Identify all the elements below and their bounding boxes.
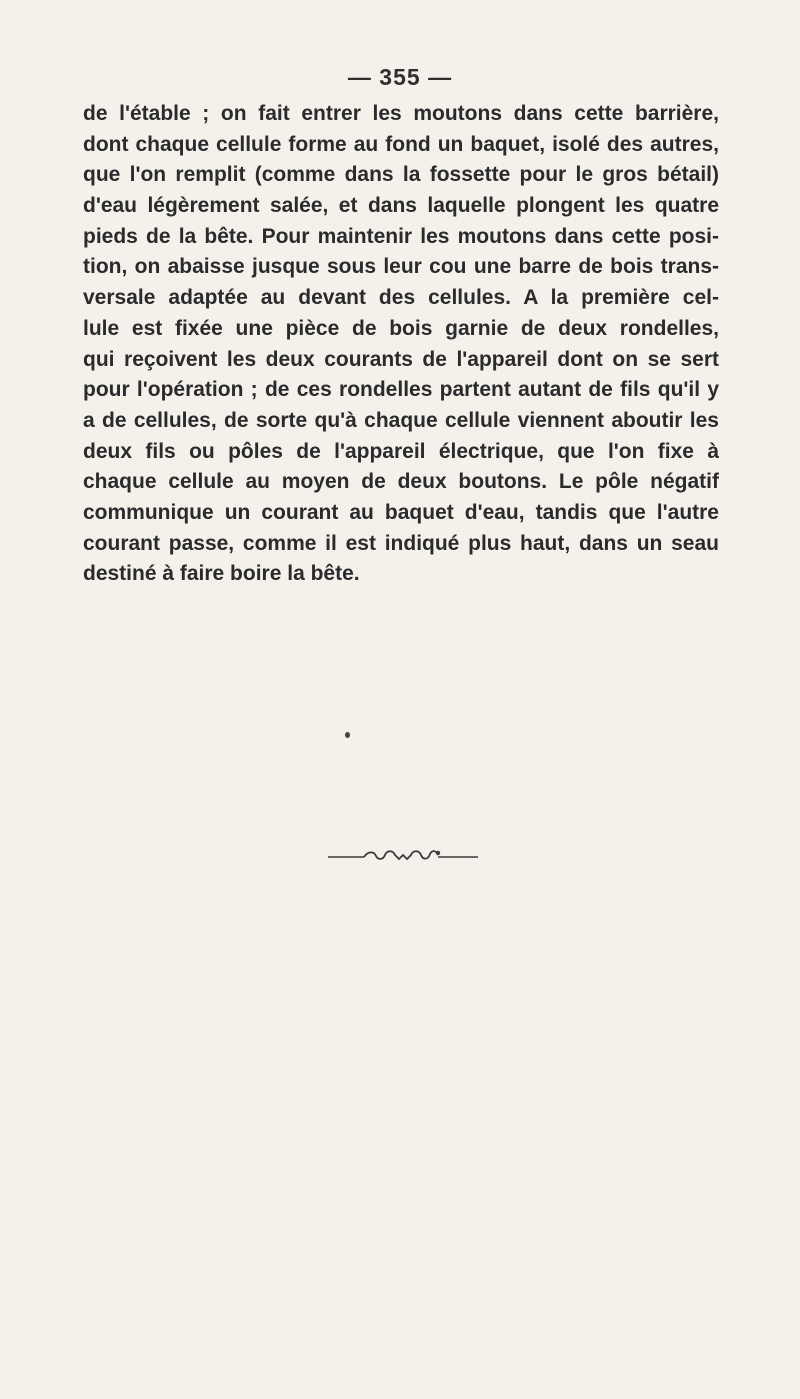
text-line: chaque cellule au moyen de deux boutons. Le pôle négatif bbox=[83, 470, 719, 494]
text-line: de l'étable ; on fait entrer les moutons dans cette barrière, bbox=[83, 102, 719, 125]
text-line: versale adaptée au devant des cellules. A la première cel- bbox=[83, 286, 719, 310]
text-line: deux fils ou pôles de l'appareil électrique, que l'on fixe à bbox=[83, 439, 719, 463]
text-line: lule est fixée une pièce de bois garnie de deux rondelles, bbox=[83, 316, 719, 340]
text-line: d'eau légèrement salée, et dans laquelle plongent les quatre bbox=[83, 194, 719, 218]
text-line: tion, on abaisse jusque sous leur cou une barre de bois trans- bbox=[83, 255, 719, 279]
text-line: a de cellules, de sorte qu'à chaque cellule viennent aboutir les bbox=[83, 408, 719, 432]
text-line: communique un courant au baquet d'eau, tandis que l'autre bbox=[83, 500, 719, 524]
body-text bbox=[83, 99, 719, 590]
ink-speck bbox=[345, 732, 350, 738]
text-line: que l'on remplit (comme dans la fossette pour le gros bétail) bbox=[83, 163, 719, 187]
text-line: qui reçoivent les deux courants de l'appareil dont on se sert bbox=[83, 347, 719, 371]
text-line: courant passe, comme il est indiqué plus haut, dans un seau bbox=[83, 531, 719, 555]
text-line: pieds de la bête. Pour maintenir les moutons dans cette posi- bbox=[83, 224, 719, 248]
text-line: destiné à faire boire la bête. bbox=[83, 562, 360, 586]
end-ornament-icon bbox=[328, 848, 478, 862]
page-number: — 355 — bbox=[347, 64, 453, 90]
text-line: pour l'opération ; de ces rondelles partent autant de fils qu'il y bbox=[83, 378, 719, 402]
text-line: dont chaque cellule forme au fond un baquet, isolé des autres, bbox=[83, 132, 719, 156]
